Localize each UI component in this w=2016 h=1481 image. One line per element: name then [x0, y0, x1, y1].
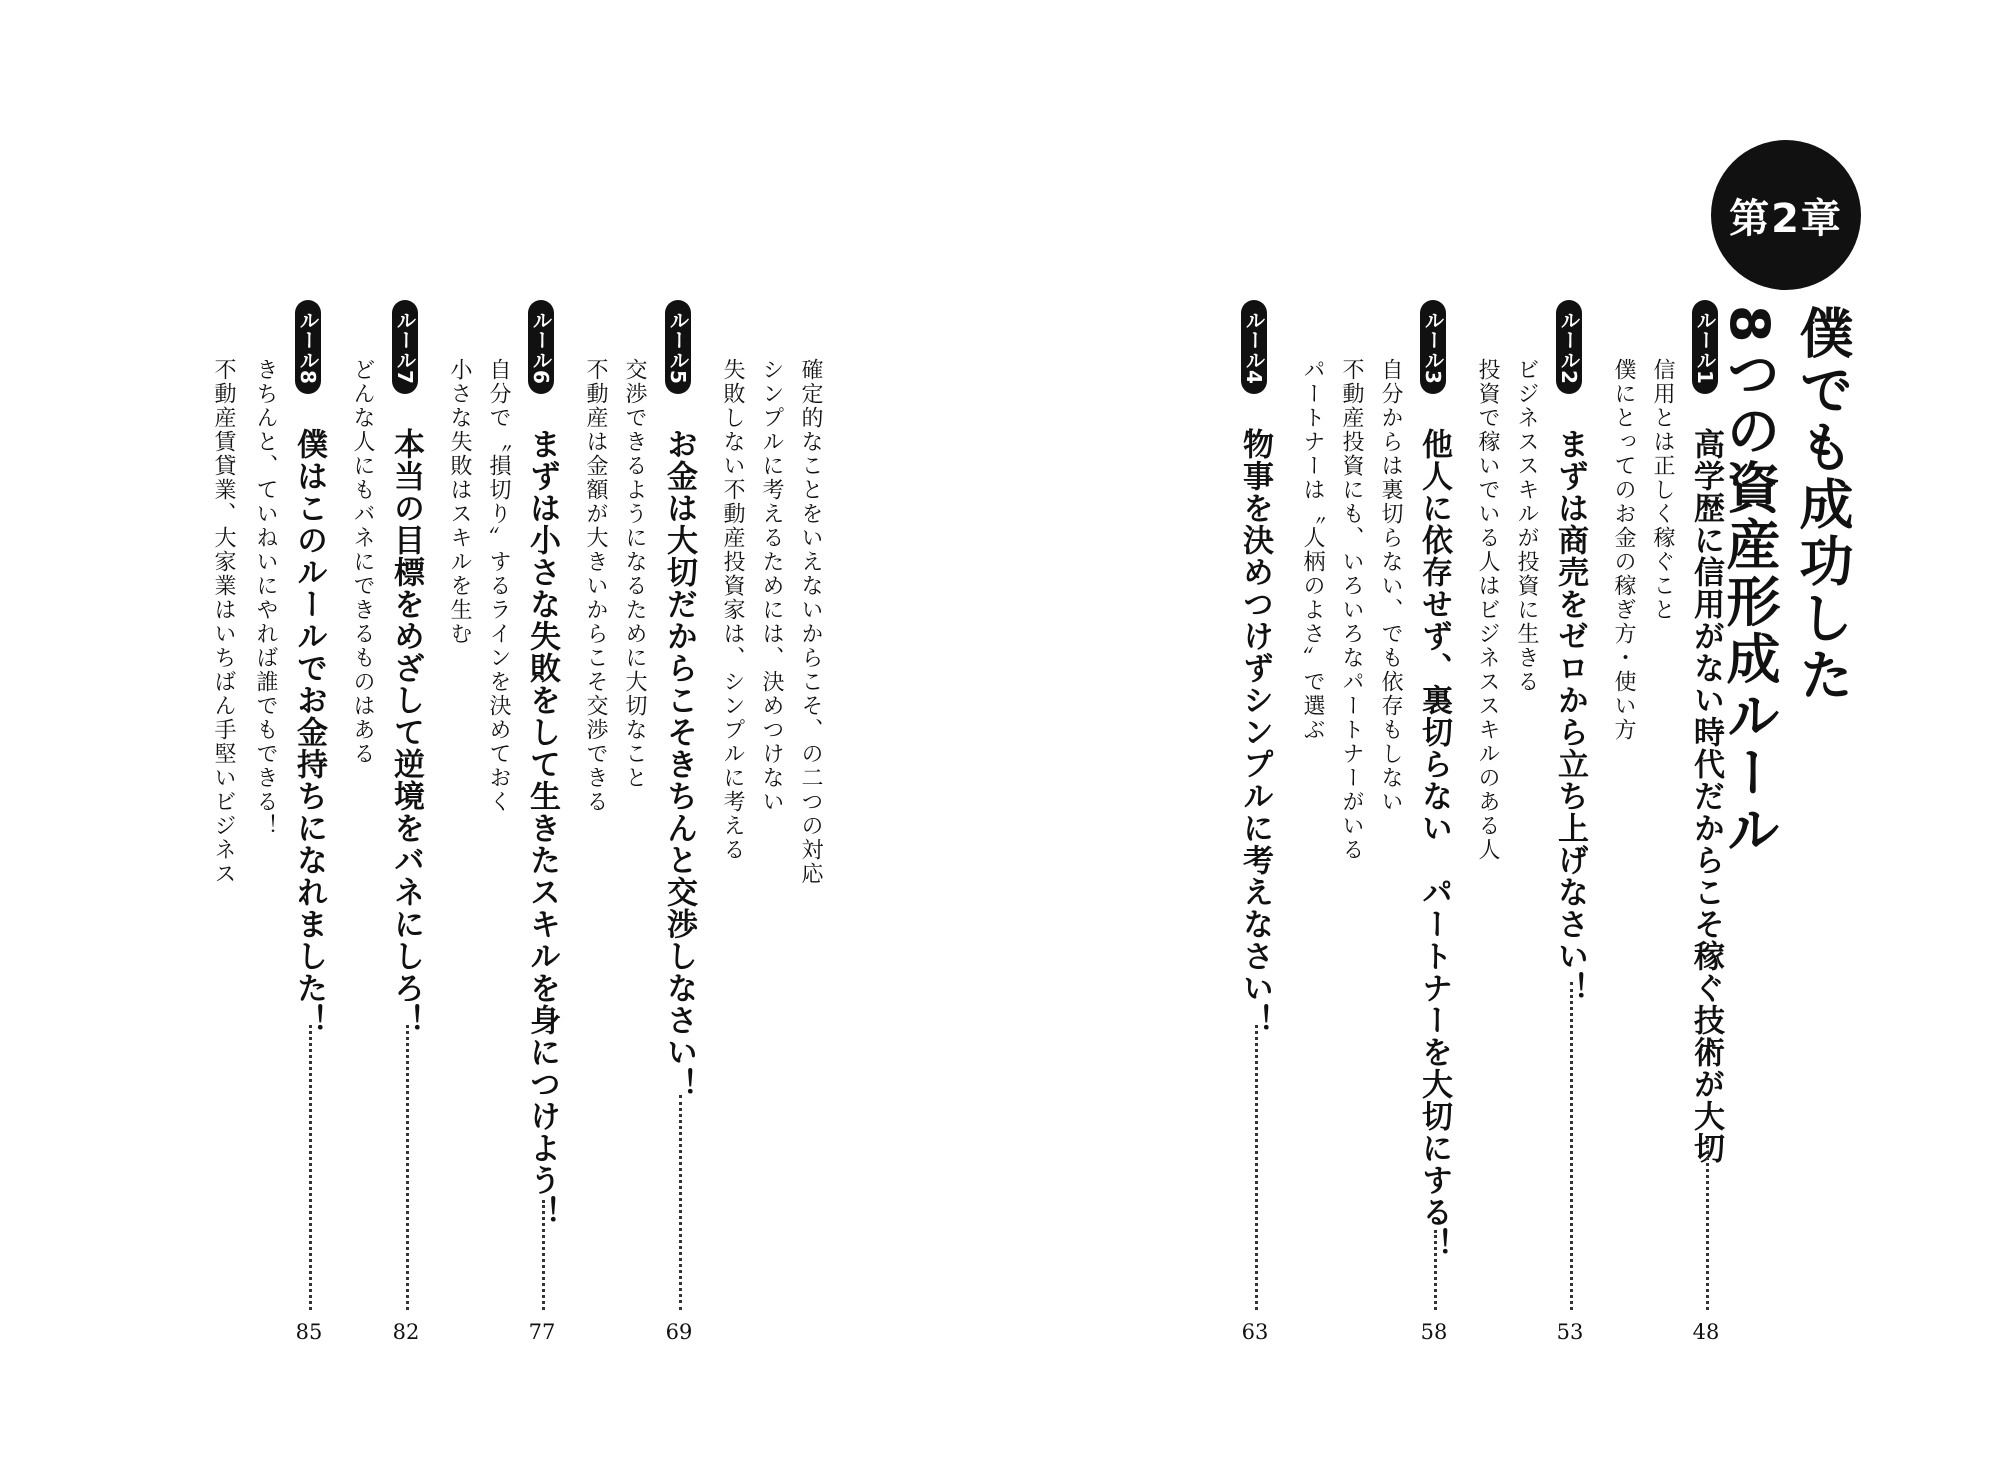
rule-subtitle: 不動産投資にも、いろいろなパートナーがいる — [1339, 358, 1364, 862]
page-number: 77 — [528, 1320, 556, 1344]
rule-subtitle: 投資で稼いでいる人はビジネススキルのある人 — [1475, 358, 1500, 862]
leader-dots — [1706, 1138, 1709, 1310]
rule-badge: ルール2 — [1556, 300, 1582, 394]
chapter-title-line1: 僕でも成功した — [1791, 305, 1854, 704]
rule-subtitle: 自分からは裏切らない、でも依存もしない — [1378, 358, 1403, 814]
rule-subtitle: 失敗しない不動産投資家は、シンプルに考える — [720, 358, 745, 862]
chapter-title-line2: 8つの資産形成ルール — [1718, 305, 1781, 859]
leader-dots — [406, 1025, 409, 1310]
rule-subtitle: きちんと、ていねいにやれば誰でもできる！ — [253, 358, 278, 838]
leader-dots — [1570, 982, 1573, 1310]
page-number: 82 — [392, 1320, 420, 1344]
rule-subtitle: 不動産は金額が大きいからこそ交渉できる — [583, 358, 608, 814]
rule-subtitle: 交渉できるようになるために大切なこと — [622, 358, 647, 790]
rule-subtitle: 不動産賃貸業、大家業はいちばん手堅いビジネス — [211, 358, 236, 886]
rule-badge: ルール3 — [1420, 300, 1446, 394]
leader-dots — [1434, 1230, 1437, 1310]
page-number: 48 — [1692, 1320, 1720, 1344]
rule-subtitle: 信用とは正しく稼ぐこと — [1650, 358, 1675, 622]
rule-title[interactable]: 僕はこのルールでお金持ちになれました！ — [291, 428, 327, 1036]
leader-dots — [679, 1095, 682, 1310]
rule-subtitle: シンプルに考えるためには、決めつけない — [759, 358, 784, 814]
rule-subtitle: 僕にとってのお金の稼ぎ方・使い方 — [1611, 358, 1636, 742]
rule-title[interactable]: まずは小さな失敗をして生きたスキルを身につけよう！ — [524, 428, 560, 1228]
rule-subtitle: どんな人にもバネにできるものはある — [350, 358, 375, 766]
rule-title[interactable]: お金は大切だからこそきちんと交渉しなさい！ — [661, 428, 697, 1100]
rule-badge: ルール4 — [1241, 300, 1267, 394]
rule-badge: ルール7 — [392, 300, 418, 394]
rule-subtitle: ビジネススキルが投資に生きる — [1514, 358, 1539, 694]
page-number: 69 — [665, 1320, 693, 1344]
rule-title[interactable]: 他人に依存せず、裏切らない パートナーを大切にする！ — [1416, 428, 1452, 1260]
page-number: 53 — [1556, 1320, 1584, 1344]
rule-title[interactable]: 物事を決めつけずシンプルに考えなさい！ — [1237, 428, 1273, 1036]
rule-badge: ルール5 — [665, 300, 691, 394]
rule-subtitle: 確定的なことをいえないからこそ、の二つの対応 — [798, 358, 823, 886]
rule-subtitle: 自分で〝損切り〟するラインを決めておく — [486, 358, 511, 814]
chapter-circle — [1711, 140, 1861, 290]
rule-badge: ルール8 — [295, 300, 321, 394]
rule-badge: ルール1 — [1692, 300, 1718, 394]
page-number: 85 — [295, 1320, 323, 1344]
chapter-label: 第2章 — [1729, 195, 1843, 242]
leader-dots — [309, 1025, 312, 1310]
rule-title[interactable]: 本当の目標をめざして逆境をバネにしろ！ — [388, 428, 424, 1036]
leader-dots — [542, 1200, 545, 1310]
rule-subtitle: パートナーは〝人柄のよさ〟で選ぶ — [1300, 358, 1325, 742]
leader-dots — [1255, 1025, 1258, 1310]
rule-title[interactable]: まずは商売をゼロから立ち上げなさい！ — [1552, 428, 1588, 1004]
rule-badge: ルール6 — [528, 300, 554, 394]
page-number: 63 — [1241, 1320, 1269, 1344]
rule-title[interactable]: 高学歴に信用がない時代だからこそ稼ぐ技術が大切 — [1688, 428, 1724, 1164]
page-number: 58 — [1420, 1320, 1448, 1344]
rule-subtitle: 小さな失敗はスキルを生む — [447, 358, 472, 646]
